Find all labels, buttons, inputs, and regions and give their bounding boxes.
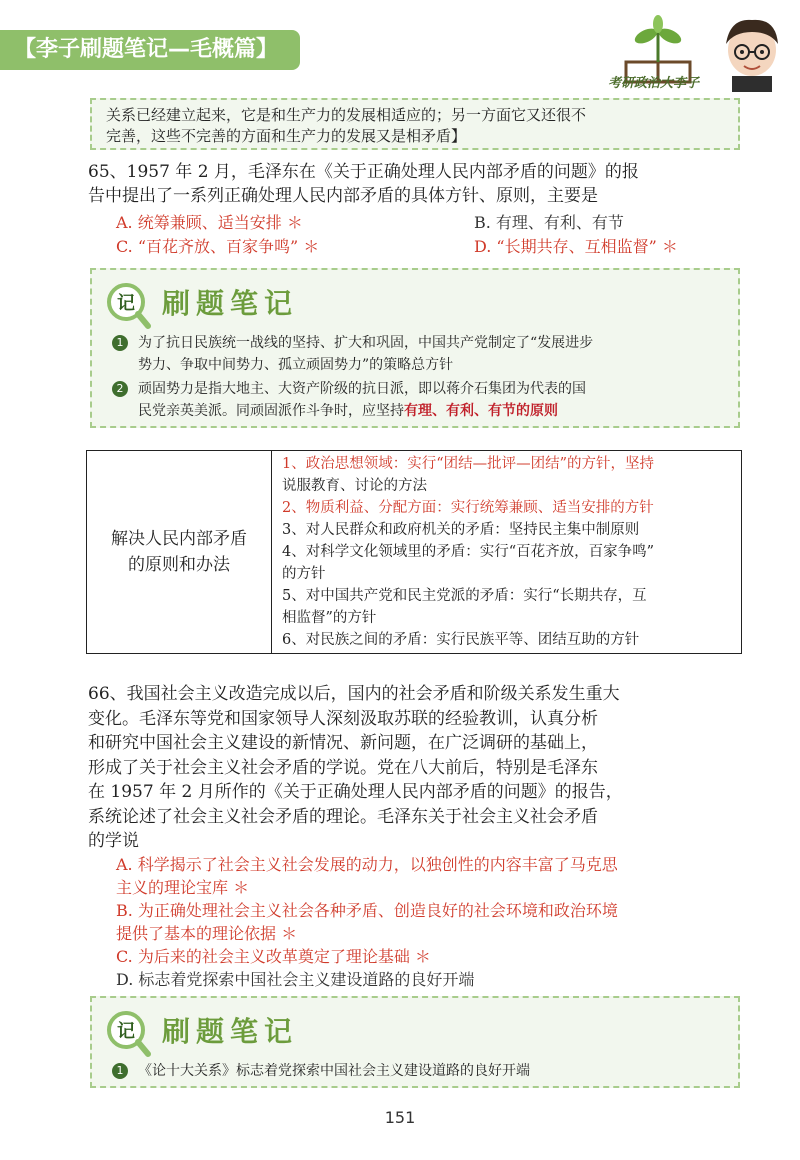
study-note-1 — [90, 268, 740, 428]
option-d: D. 标志着党探索中国社会主义建设道路的良好开端 — [116, 970, 475, 989]
bullet-1: 1 — [112, 335, 128, 351]
table-line: 3、对人民群众和政府机关的矛盾：坚持民主集中制原则 — [282, 522, 640, 538]
study-note-2 — [90, 996, 740, 1088]
option-a: A. 科学揭示了社会主义社会发展的动力，以独创性的内容丰富了马克思 — [116, 855, 618, 874]
table-line: 6、对民族之间的矛盾：实行民族平等、团结互助的方针 — [282, 632, 640, 648]
note-text: 《论十大关系》标志着党探索中国社会主义建设道路的良好开端 — [138, 1063, 530, 1079]
avatar — [718, 14, 786, 92]
option-a-cont: 主义的理论宝库 ＊ — [116, 878, 250, 897]
question-line: 65、1957 年 2 月，毛泽东在《关于正确处理人民内部矛盾的问题》的报 — [88, 162, 639, 182]
header-banner: 【李子刷题笔记—毛概篇】 — [0, 30, 300, 70]
option-b-cont: 提供了基本的理论依据 ＊ — [116, 924, 298, 943]
question-line: 和研究中国社会主义建设的新情况、新问题，在广泛调研的基础上， — [88, 733, 598, 753]
note-text: 民党亲英美派。同顽固派作斗争时，应坚持 — [138, 403, 404, 419]
methods-table — [86, 450, 742, 654]
note-text: 为了抗日民族统一战线的坚持、扩大和巩固，中国共产党制定了“发展进步 — [138, 335, 594, 351]
question-line: 变化。毛泽东等党和国家领导人深刻汲取苏联的经验教训，认真分析 — [88, 708, 598, 729]
previous-answer-box — [90, 98, 740, 150]
table-left-label: 的原则和办法 — [128, 555, 230, 575]
question-line: 在 1957 年 2 月所作的《关于正确处理人民内部矛盾的问题》的报告， — [88, 782, 623, 802]
option-b: B. 为正确处理社会主义社会各种矛盾、创造良好的社会环境和政治环境 — [116, 901, 618, 920]
note-badge-text: 记 — [117, 1021, 135, 1042]
note-badge-icon — [102, 1008, 152, 1058]
table-line: 相监督”的方针 — [282, 610, 377, 626]
question-line: 的学说 — [88, 831, 139, 851]
table-line: 5、对中国共产党和民主党派的矛盾：实行“长期共存，互 — [282, 588, 647, 604]
note-text: 顽固势力是指大地主、大资产阶级的抗日派，即以蒋介石集团为代表的国 — [138, 381, 586, 397]
table-line: 2、物质利益、分配方面：实行统筹兼顾、适当安排的方针 — [282, 500, 654, 516]
option-b: B. 有理、有利、有节 — [474, 213, 624, 232]
logo-text: 考研政治大李子 — [608, 76, 700, 91]
bullet-2: 2 — [112, 381, 128, 397]
note-title: 刷题笔记 — [162, 287, 299, 320]
note-item — [112, 1060, 732, 1082]
table-left-cell — [87, 451, 272, 654]
bullet-1: 1 — [112, 1063, 128, 1079]
context-line: 关系已经建立起来，它是和生产力的发展相适应的；另一方面它又还很不 — [106, 106, 587, 124]
table-left-label: 解决人民内部矛盾 — [111, 529, 247, 549]
question-line: 形成了关于社会主义社会矛盾的学说。党在八大前后，特别是毛泽东 — [88, 757, 598, 778]
note-item — [112, 332, 732, 376]
question-line: 告中提出了一系列正确处理人民内部矛盾的具体方针、原则，主要是 — [88, 186, 598, 206]
note-item — [112, 378, 732, 422]
context-line: 完善，这些不完善的方面和生产力的发展又是相矛盾】 — [106, 127, 467, 145]
note-badge-text: 记 — [117, 293, 135, 314]
option-c: C. “百花齐放、百家争鸣” ＊ — [116, 237, 320, 256]
table-line: 的方针 — [282, 566, 326, 582]
page-number: 151 — [384, 1108, 416, 1127]
option-a: A. 统筹兼顾、适当安排 ＊ — [116, 213, 303, 232]
note-badge-icon — [102, 280, 152, 330]
question-65 — [88, 160, 748, 208]
note-text: 势力、争取中间势力、孤立顽固势力”的策略总方针 — [138, 357, 454, 373]
option-d: D. “长期共存、互相监督” ＊ — [474, 237, 678, 256]
option-c: C. 为后来的社会主义改革奠定了理论基础 ＊ — [116, 947, 431, 966]
question-line: 66、我国社会主义改造完成以后，国内的社会矛盾和阶级关系发生重大 — [88, 684, 620, 704]
table-line: 1、政治思想领域：实行“团结—批评—团结”的方针，坚持 — [282, 456, 655, 472]
table-line: 4、对科学文化领域里的矛盾：实行“百花齐放，百家争鸣” — [282, 544, 655, 560]
table-right-cell — [272, 451, 742, 654]
note-highlight: 有理、有利、有节的原则 — [404, 403, 558, 419]
table-line: 说服教育、讨论的方法 — [282, 478, 427, 494]
question-66 — [88, 682, 748, 854]
note-title: 刷题笔记 — [162, 1015, 299, 1048]
question-line: 系统论述了社会主义社会矛盾的理论。毛泽东关于社会主义社会矛盾 — [88, 806, 598, 827]
